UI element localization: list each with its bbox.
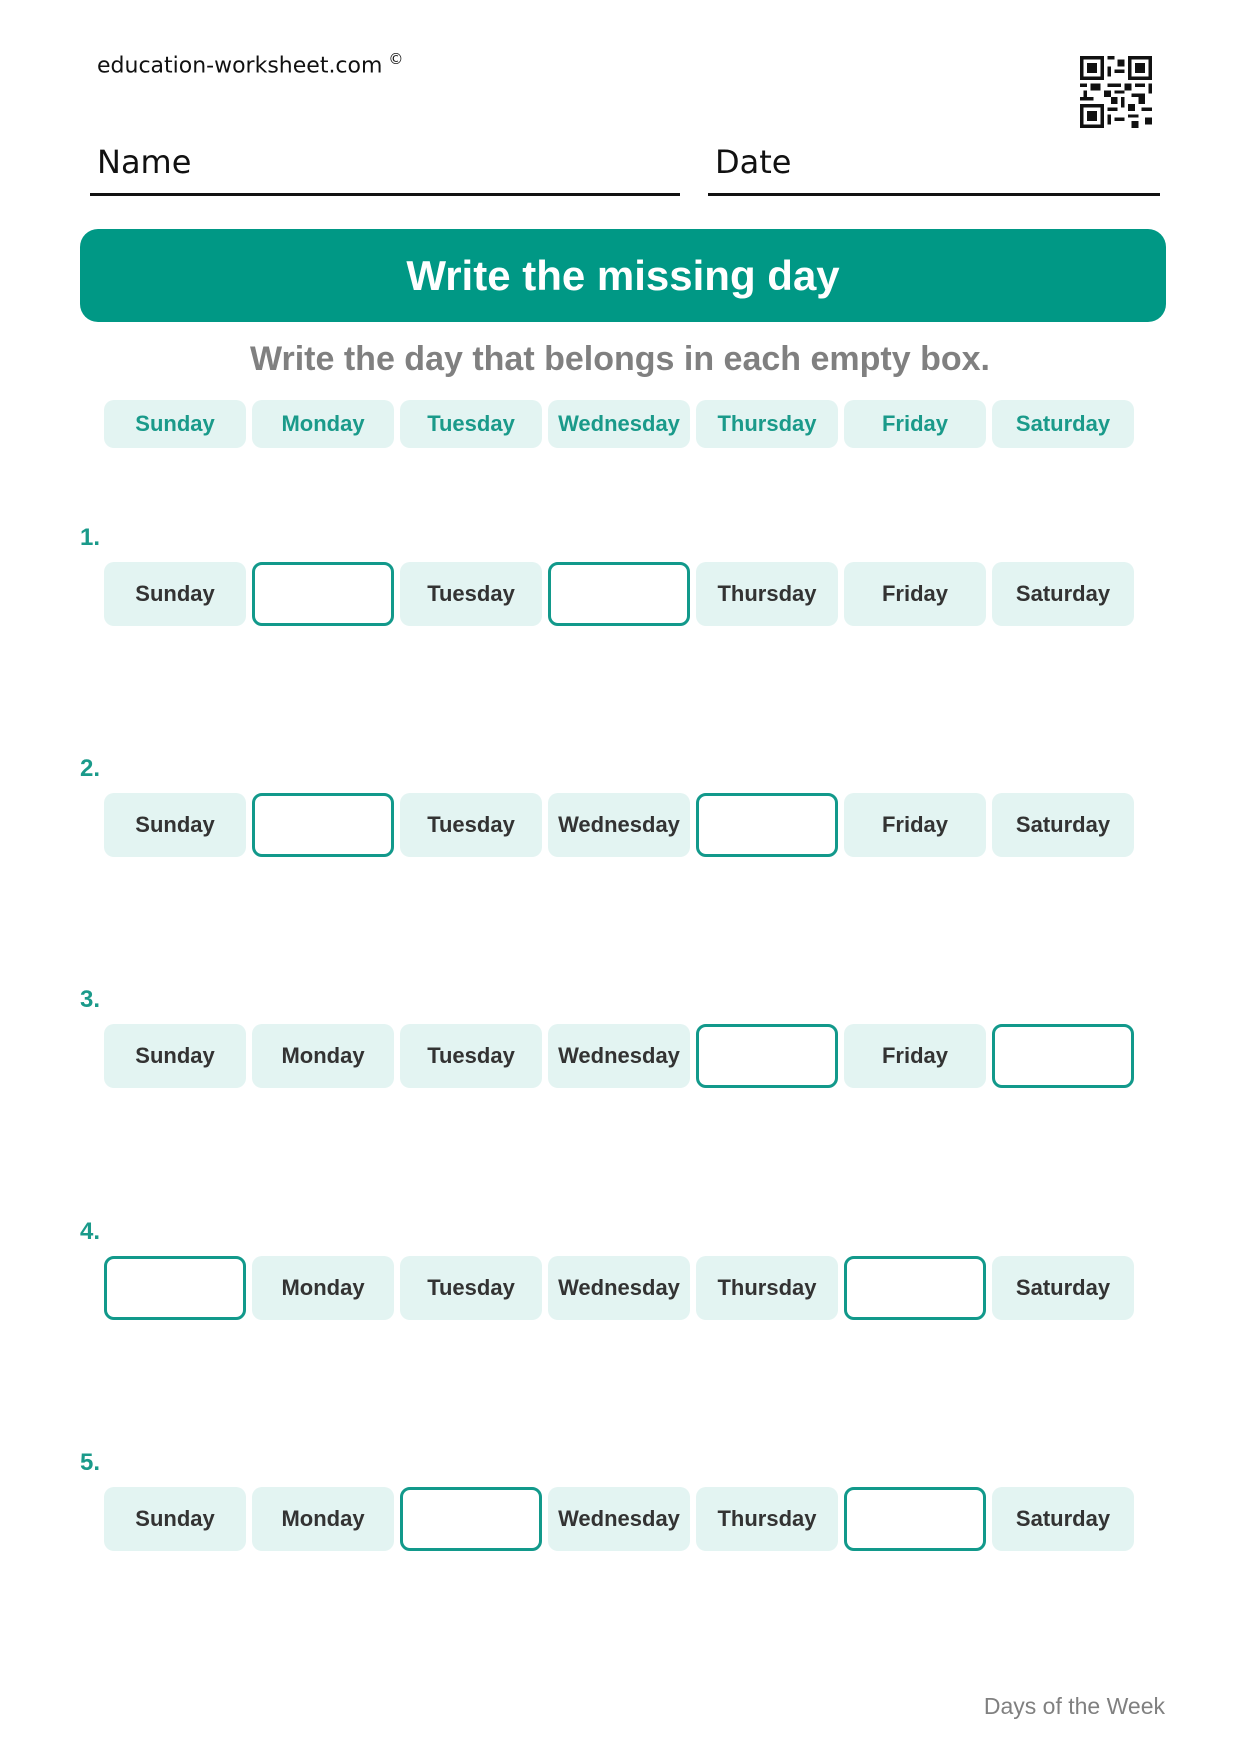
day-bank-item: Friday [844,400,986,448]
site-name [97,50,403,78]
answer-box[interactable] [104,1256,246,1320]
day-cell: Monday [252,1024,394,1088]
answer-box[interactable] [696,793,838,857]
day-cell: Tuesday [400,562,542,626]
answer-box[interactable] [844,1487,986,1551]
day-bank-item: Wednesday [548,400,690,448]
answer-box[interactable] [844,1256,986,1320]
qr-code-icon [1080,56,1152,128]
day-cell: Saturday [992,1256,1134,1320]
day-cell: Friday [844,793,986,857]
day-cell: Saturday [992,562,1134,626]
day-cell: Tuesday [400,793,542,857]
day-cell: Saturday [992,793,1134,857]
copyright-symbol: © [388,50,404,68]
day-cell: Thursday [696,1487,838,1551]
day-cell: Tuesday [400,1024,542,1088]
day-cell: Monday [252,1487,394,1551]
day-cell: Sunday [104,562,246,626]
exercise-number: 1. [80,524,101,551]
day-bank-item: Sunday [104,400,246,448]
day-cell: Friday [844,1024,986,1088]
day-cell: Sunday [104,1487,246,1551]
day-cell: Thursday [696,1256,838,1320]
day-bank-item: Tuesday [400,400,542,448]
exercise-number: 3. [80,986,101,1013]
day-cell: Monday [252,1256,394,1320]
day-bank-item: Saturday [992,400,1134,448]
day-cell: Wednesday [548,1487,690,1551]
answer-box[interactable] [400,1487,542,1551]
day-cell: Thursday [696,562,838,626]
exercise-number: 4. [80,1218,101,1245]
name-label: Name [97,143,192,181]
day-bank-item: Thursday [696,400,838,448]
exercise-number: 5. [80,1449,101,1476]
answer-box[interactable] [696,1024,838,1088]
day-bank-item: Monday [252,400,394,448]
day-cell: Friday [844,562,986,626]
date-field[interactable] [708,143,1160,196]
day-cell: Wednesday [548,793,690,857]
answer-box[interactable] [548,562,690,626]
name-field[interactable] [90,143,680,196]
instructions: Write the day that belongs in each empty box. [250,340,990,378]
answer-box[interactable] [992,1024,1134,1088]
day-cell: Saturday [992,1487,1134,1551]
day-cell: Sunday [104,1024,246,1088]
day-cell: Sunday [104,793,246,857]
site-name-text: education-worksheet.com [97,53,383,79]
footer-topic: Days of the Week [983,1693,1165,1719]
date-label: Date [715,143,792,181]
day-cell: Wednesday [548,1256,690,1320]
day-cell: Wednesday [548,1024,690,1088]
day-cell: Tuesday [400,1256,542,1320]
answer-box[interactable] [252,562,394,626]
exercise-number: 2. [80,755,101,782]
answer-box[interactable] [252,793,394,857]
worksheet-title: Write the missing day [80,229,1166,322]
